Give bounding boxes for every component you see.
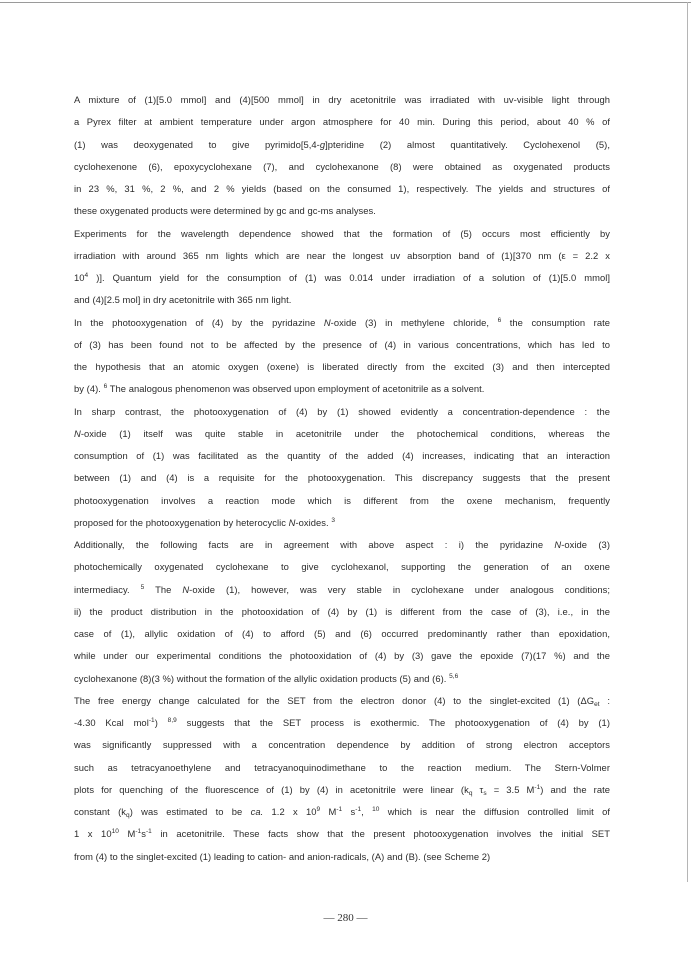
subscript: q: [468, 789, 473, 797]
text-run: proposed for the photooxygenation by heterocyclic: [74, 516, 289, 528]
text-line: [74, 467, 610, 489]
text-line: [74, 245, 610, 267]
text-line: [74, 401, 610, 423]
text-run: case of (1), allylic oxidation of (4) to afford (5) and (6) occurred predominantly rather than epoxidation,: [74, 628, 610, 639]
text-run: ) was estimated to be: [129, 806, 251, 817]
text-run: cyclohexanone (8)(3 %) without the formation of the allylic oxidation products (5) and (6).: [74, 672, 450, 684]
text-line: [74, 779, 610, 801]
text-run: in 23 %, 31 %, 2 %, and 2 % yields (based on the consumed 1), respectively. The yields and structures of: [74, 183, 610, 194]
text-run: was significantly suppressed with a concentration dependence by addition of strong electron acceptors: [74, 739, 610, 751]
text-line: [74, 490, 610, 512]
text-run: irradiation with around 365 nm lights which are near the longest uv absorption band of (1)[370 nm (ε = 2.2 x: [74, 249, 610, 261]
text-run: the hypothesis that an atomic oxygen (oxene) is liberated directly from the excited (3) and then intercepted: [74, 361, 610, 372]
text-run: In the photooxygenation of (4) by the pyridazine: [74, 316, 324, 328]
page-number: — 280 —: [323, 912, 368, 924]
text-line: [74, 378, 610, 400]
text-line: [74, 200, 610, 222]
text-line: [74, 267, 610, 289]
text-run: consumption of (1) was facilitated as the quantity of the added (4) increases, indicating that an interaction: [74, 450, 610, 461]
text-line: [74, 334, 610, 356]
text-line: [74, 111, 610, 133]
text-line: [74, 445, 610, 467]
text-line: [74, 134, 610, 156]
text-line: [74, 712, 610, 734]
subscript: et: [594, 700, 600, 708]
superscript: -1: [534, 783, 541, 791]
text-run: photochemically oxygenated cyclohexane to give cyclohexanol, supporting the generation of an oxene: [74, 561, 610, 573]
text-run: :: [599, 694, 610, 706]
text-run: and (4)[2.5 mol] in dry acetonitrile with 365 nm light.: [74, 294, 292, 306]
superscript: 6: [103, 383, 108, 391]
text-line: [74, 645, 610, 667]
text-run: from (4) to the singlet-excited (1) leading to cation- and anion-radicals, (A) and (B). (see Scheme 2): [74, 850, 491, 862]
text-run: A mixture of (1)[5.0 mmol] and (4)[500 mmol] in dry acetonitrile was irradiated with uv-visible light through: [74, 94, 610, 105]
italic-run: ca.: [250, 806, 264, 817]
text-line: [74, 156, 610, 178]
text-run: -oxide (3): [561, 539, 610, 550]
text-run: In sharp contrast, the photooxygenation of (4) by (1) showed evidently a concentration-dependence : the: [74, 405, 610, 417]
text-run: in acetonitrile. These facts show that the present photooxygenation involves the initial SET: [151, 828, 610, 840]
superscript: 10: [111, 828, 119, 836]
text-run: suggests that the SET process is exothermic. The photooxygenation of (4) by (1): [176, 717, 610, 728]
text-run: ): [154, 717, 168, 728]
text-line: [74, 823, 610, 845]
text-run: Additionally, the following facts are in agreement with above aspect : i) the pyridazine: [74, 539, 555, 550]
text-run: which is near the diffusion controlled limit of: [379, 806, 610, 817]
superscript: -1: [355, 806, 362, 813]
text-line: [74, 623, 610, 645]
text-line: [74, 89, 610, 111]
italic-run: N: [323, 316, 331, 328]
text-line: [74, 601, 610, 623]
text-run: -oxide (1), however, was very stable in cyclohexane under analogous conditions;: [189, 583, 610, 595]
text-run: ]pteridine (2) almost quantitatively. Cyclohexenol (5),: [325, 138, 610, 150]
body-text: [74, 89, 610, 868]
italic-run: N: [182, 583, 190, 595]
italic-run: N: [554, 539, 562, 550]
text-line: [74, 423, 610, 445]
text-run: ,: [361, 806, 373, 817]
text-line: [74, 178, 610, 200]
text-run: M: [118, 828, 136, 840]
text-run: The: [144, 583, 183, 595]
text-run: The free energy change calculated for the SET from the electron donor (4) to the singlet-excited (1) (ΔG: [74, 694, 595, 706]
text-run: -oxide (3) in methylene chloride,: [330, 316, 498, 328]
subscript: q: [126, 812, 130, 819]
text-run: -oxides.: [295, 516, 332, 528]
text-run: such as tetracyanoethylene and tetracyanoquinodimethane to the reaction medium. The Stern-Volmer: [74, 761, 610, 773]
italic-run: g: [319, 138, 326, 150]
text-line: [74, 289, 610, 311]
text-line: [74, 846, 610, 868]
text-run: photooxygenation involves a reaction mode which is different from the oxene mechanism, frequently: [74, 494, 610, 506]
text-line: [74, 556, 610, 578]
superscript: 5,6: [449, 672, 459, 680]
text-run: while under our experimental conditions the photooxidation of (4) by (3) gave the epoxide (7)(17 %) and the: [74, 650, 610, 662]
superscript: -1: [145, 828, 152, 836]
text-run: (1) was deoxygenated to give pyrimido[5,4-: [74, 138, 320, 150]
superscript: 4: [84, 272, 89, 279]
text-line: [74, 579, 610, 601]
text-run: s: [342, 806, 356, 817]
italic-run: N: [74, 427, 81, 439]
superscript: 9: [316, 806, 321, 813]
text-run: -oxide (1) itself was quite stable in acetonitrile under the photochemical conditions, whereas the: [80, 427, 610, 439]
text-run: τ: [472, 783, 484, 795]
text-line: [74, 223, 610, 245]
text-run: The analogous phenomenon was observed upon employment of acetonitrile as a solvent.: [107, 383, 485, 395]
text-line: [74, 512, 610, 534]
text-run: )]. Quantum yield for the consumption of (1) was 0.014 under irradiation of a solution of (1)[5.0 mmol]: [88, 272, 610, 283]
text-line: [74, 690, 610, 712]
superscript: 8,9: [167, 717, 177, 724]
top-border-line: [0, 2, 691, 3]
text-run: plots for quenching of the fluorescence of (1) by (4) in acetonitrile were linear (k: [74, 783, 469, 795]
superscript: 10: [372, 806, 380, 813]
subscript: s: [483, 789, 487, 797]
text-run: of (3) has been found not to be affected by the presence of (4) in various concentrations, which has led to: [74, 338, 610, 350]
text-run: a Pyrex filter at ambient temperature under argon atmosphere for 40 min. During this period, about 40 % of: [74, 116, 610, 128]
text-run: intermediacy.: [74, 583, 141, 595]
superscript: 5: [140, 583, 145, 591]
superscript: -1: [148, 717, 155, 724]
text-run: ) and the rate: [540, 783, 610, 795]
text-run: these oxygenated products were determined by gc and gc-ms analyses.: [74, 205, 376, 217]
text-line: [74, 312, 610, 334]
text-run: M: [320, 806, 337, 817]
text-run: between (1) and (4) is a requisite for the photooxygenation. This discrepancy suggests that the present: [74, 472, 610, 484]
text-run: -4.30 Kcal mol: [74, 717, 149, 728]
text-run: Experiments for the wavelength dependence showed that the formation of (5) occurs most efficiently by: [74, 227, 610, 239]
text-run: = 3.5 M: [486, 783, 535, 795]
italic-run: N: [288, 516, 296, 528]
text-run: the consumption rate: [501, 316, 610, 328]
superscript: 6: [497, 316, 502, 324]
text-line: [74, 757, 610, 779]
right-border-line: [687, 2, 688, 882]
text-line: [74, 801, 610, 823]
text-run: cyclohexenone (6), epoxycyclohexane (7), and cyclohexanone (8) were obtained as oxygenated products: [74, 160, 610, 172]
superscript: -1: [135, 828, 142, 836]
text-run: 10: [74, 272, 85, 283]
text-run: ii) the product distribution in the photooxidation of (4) by (1) is different from the case of (3), i.e., in the: [74, 605, 610, 617]
text-run: constant (k: [74, 806, 127, 817]
text-run: s: [141, 828, 146, 840]
text-run: 1.2 x 10: [263, 806, 317, 817]
text-line: [74, 668, 610, 690]
text-line: [74, 534, 610, 556]
text-line: [74, 356, 610, 378]
text-run: by (4).: [74, 383, 104, 395]
superscript: 3: [331, 516, 336, 524]
superscript: -1: [336, 806, 343, 813]
text-run: 1 x 10: [74, 828, 112, 840]
text-line: [74, 734, 610, 756]
